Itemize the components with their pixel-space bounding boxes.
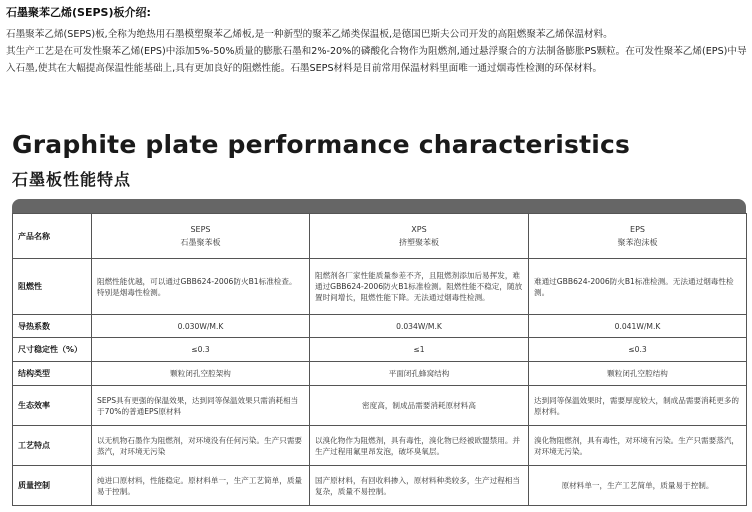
table-cell: 0.030W/M.K — [92, 315, 310, 338]
table-cell: 颗粒闭孔空腔架构 — [92, 362, 310, 386]
page-title-english: Graphite plate performance characteristics — [12, 130, 631, 159]
table-cell: ≤0.3 — [529, 338, 747, 362]
table-top-bar — [12, 199, 746, 214]
table-cell: 阻燃性能优越，可以通过GBB624-2006防火B1标准检查。特别是烟毒性检测。 — [92, 259, 310, 315]
table-row-conductivity — [13, 315, 747, 338]
table-cell: 溴化物阻燃剂，具有毒性，对环境有污染。生产只需要蒸汽，对环境无污染。 — [529, 426, 747, 466]
table-cell: ≤0.3 — [92, 338, 310, 362]
header-label: 产品名称 — [13, 214, 92, 259]
table-row-process — [13, 426, 747, 466]
header-col-eps — [529, 214, 747, 259]
table-cell: 原材料单一，生产工艺简单，质量易于控制。 — [529, 466, 747, 506]
row-label: 工艺特点 — [13, 426, 92, 466]
table-cell: 颗粒闭孔空腔结构 — [529, 362, 747, 386]
table-cell: 阻燃剂各厂家性能质量参差不齐，且阻燃剂添加后易挥发，难通过GBB624-2006防火B1标准检测。阻燃性能不稳定，随放置时间增长，阻燃性能下降。无法通过烟毒性检测。 — [310, 259, 529, 315]
table-cell: SEPS具有更强的保温效果，达到同等保温效果只需消耗相当于70%的普通EPS原材料 — [92, 386, 310, 426]
table-cell: 密度高，制成品需要消耗原材料高 — [310, 386, 529, 426]
row-label: 结构类型 — [13, 362, 92, 386]
row-label: 生态效率 — [13, 386, 92, 426]
row-label: 质量控制 — [13, 466, 92, 506]
table-cell: 0.034W/M.K — [310, 315, 529, 338]
row-label: 尺寸稳定性（%） — [13, 338, 92, 362]
table-cell: 平面闭孔蜂窝结构 — [310, 362, 529, 386]
row-label: 导热系数 — [13, 315, 92, 338]
table-row-efficiency — [13, 386, 747, 426]
table-row-flame — [13, 259, 747, 315]
table-cell: 以无机物石墨作为阻燃剂，对环境没有任何污染。生产只需要蒸汽，对环境无污染 — [92, 426, 310, 466]
page-title-chinese: 石墨板性能特点 — [12, 170, 132, 189]
header-col-name: 聚苯泡沫板 — [617, 238, 658, 247]
comparison-table — [12, 213, 747, 506]
table-cell: ≤1 — [310, 338, 529, 362]
intro-heading: 石墨聚苯乙烯(SEPS)板介绍: — [6, 6, 151, 19]
row-label: 阻燃性 — [13, 259, 92, 315]
table-header-row — [13, 214, 747, 259]
intro-paragraph-1: 石墨聚苯乙烯(SEPS)板,全称为绝热用石墨模塑聚苯乙烯板,是一种新型的聚苯乙烯类保温板,是德国巴斯夫公司开发的高阻燃聚苯乙烯保温材料。 — [6, 29, 613, 40]
header-col-seps — [92, 214, 310, 259]
table-cell: 难通过GBB624-2006防火B1标准检测。无法通过烟毒性检测。 — [529, 259, 747, 315]
table-row-stability — [13, 338, 747, 362]
table-row-structure — [13, 362, 747, 386]
table-cell: 0.041W/M.K — [529, 315, 747, 338]
table-row-quality — [13, 466, 747, 506]
header-col-name: 挤塑聚苯板 — [399, 238, 439, 247]
header-col-xps — [310, 214, 529, 259]
table-cell: 达到同等保温效果时，需要厚度较大，制成品需要消耗更多的原材料。 — [529, 386, 747, 426]
header-col-code: EPS — [630, 225, 645, 234]
header-col-code: XPS — [411, 225, 427, 234]
intro-paragraph-2: 其生产工艺是在可发性聚苯乙烯(EPS)中添加5%-50%质量的膨胀石墨和2%-20%的磷酸化合物作为阻燃剂,通过悬浮聚合的方法制备膨胀PS颗粒。在可发性聚苯乙烯(EPS)中导入石墨,使其在大幅提高保温性能基础上,具有更加良好的阻燃性能。石墨SEPS材料是目前常用保温材料里面唯一通过烟毒性检测的环保材料。 — [6, 46, 747, 74]
header-col-name: 石墨聚苯板 — [180, 238, 221, 247]
table-cell: 纯进口原材料，性能稳定。原材料单一，生产工艺简单，质量易于控制。 — [92, 466, 310, 506]
table-cell: 国产原材料，有回收料掺入，原材料种类较多，生产过程相当复杂，质量不易控制。 — [310, 466, 529, 506]
header-col-code: SEPS — [190, 225, 211, 234]
table-cell: 以溴化物作为阻燃剂，具有毒性，溴化物已经被欧盟禁用。并生产过程用氟里昂发泡，破坏臭氧层。 — [310, 426, 529, 466]
intro-section — [6, 4, 748, 77]
